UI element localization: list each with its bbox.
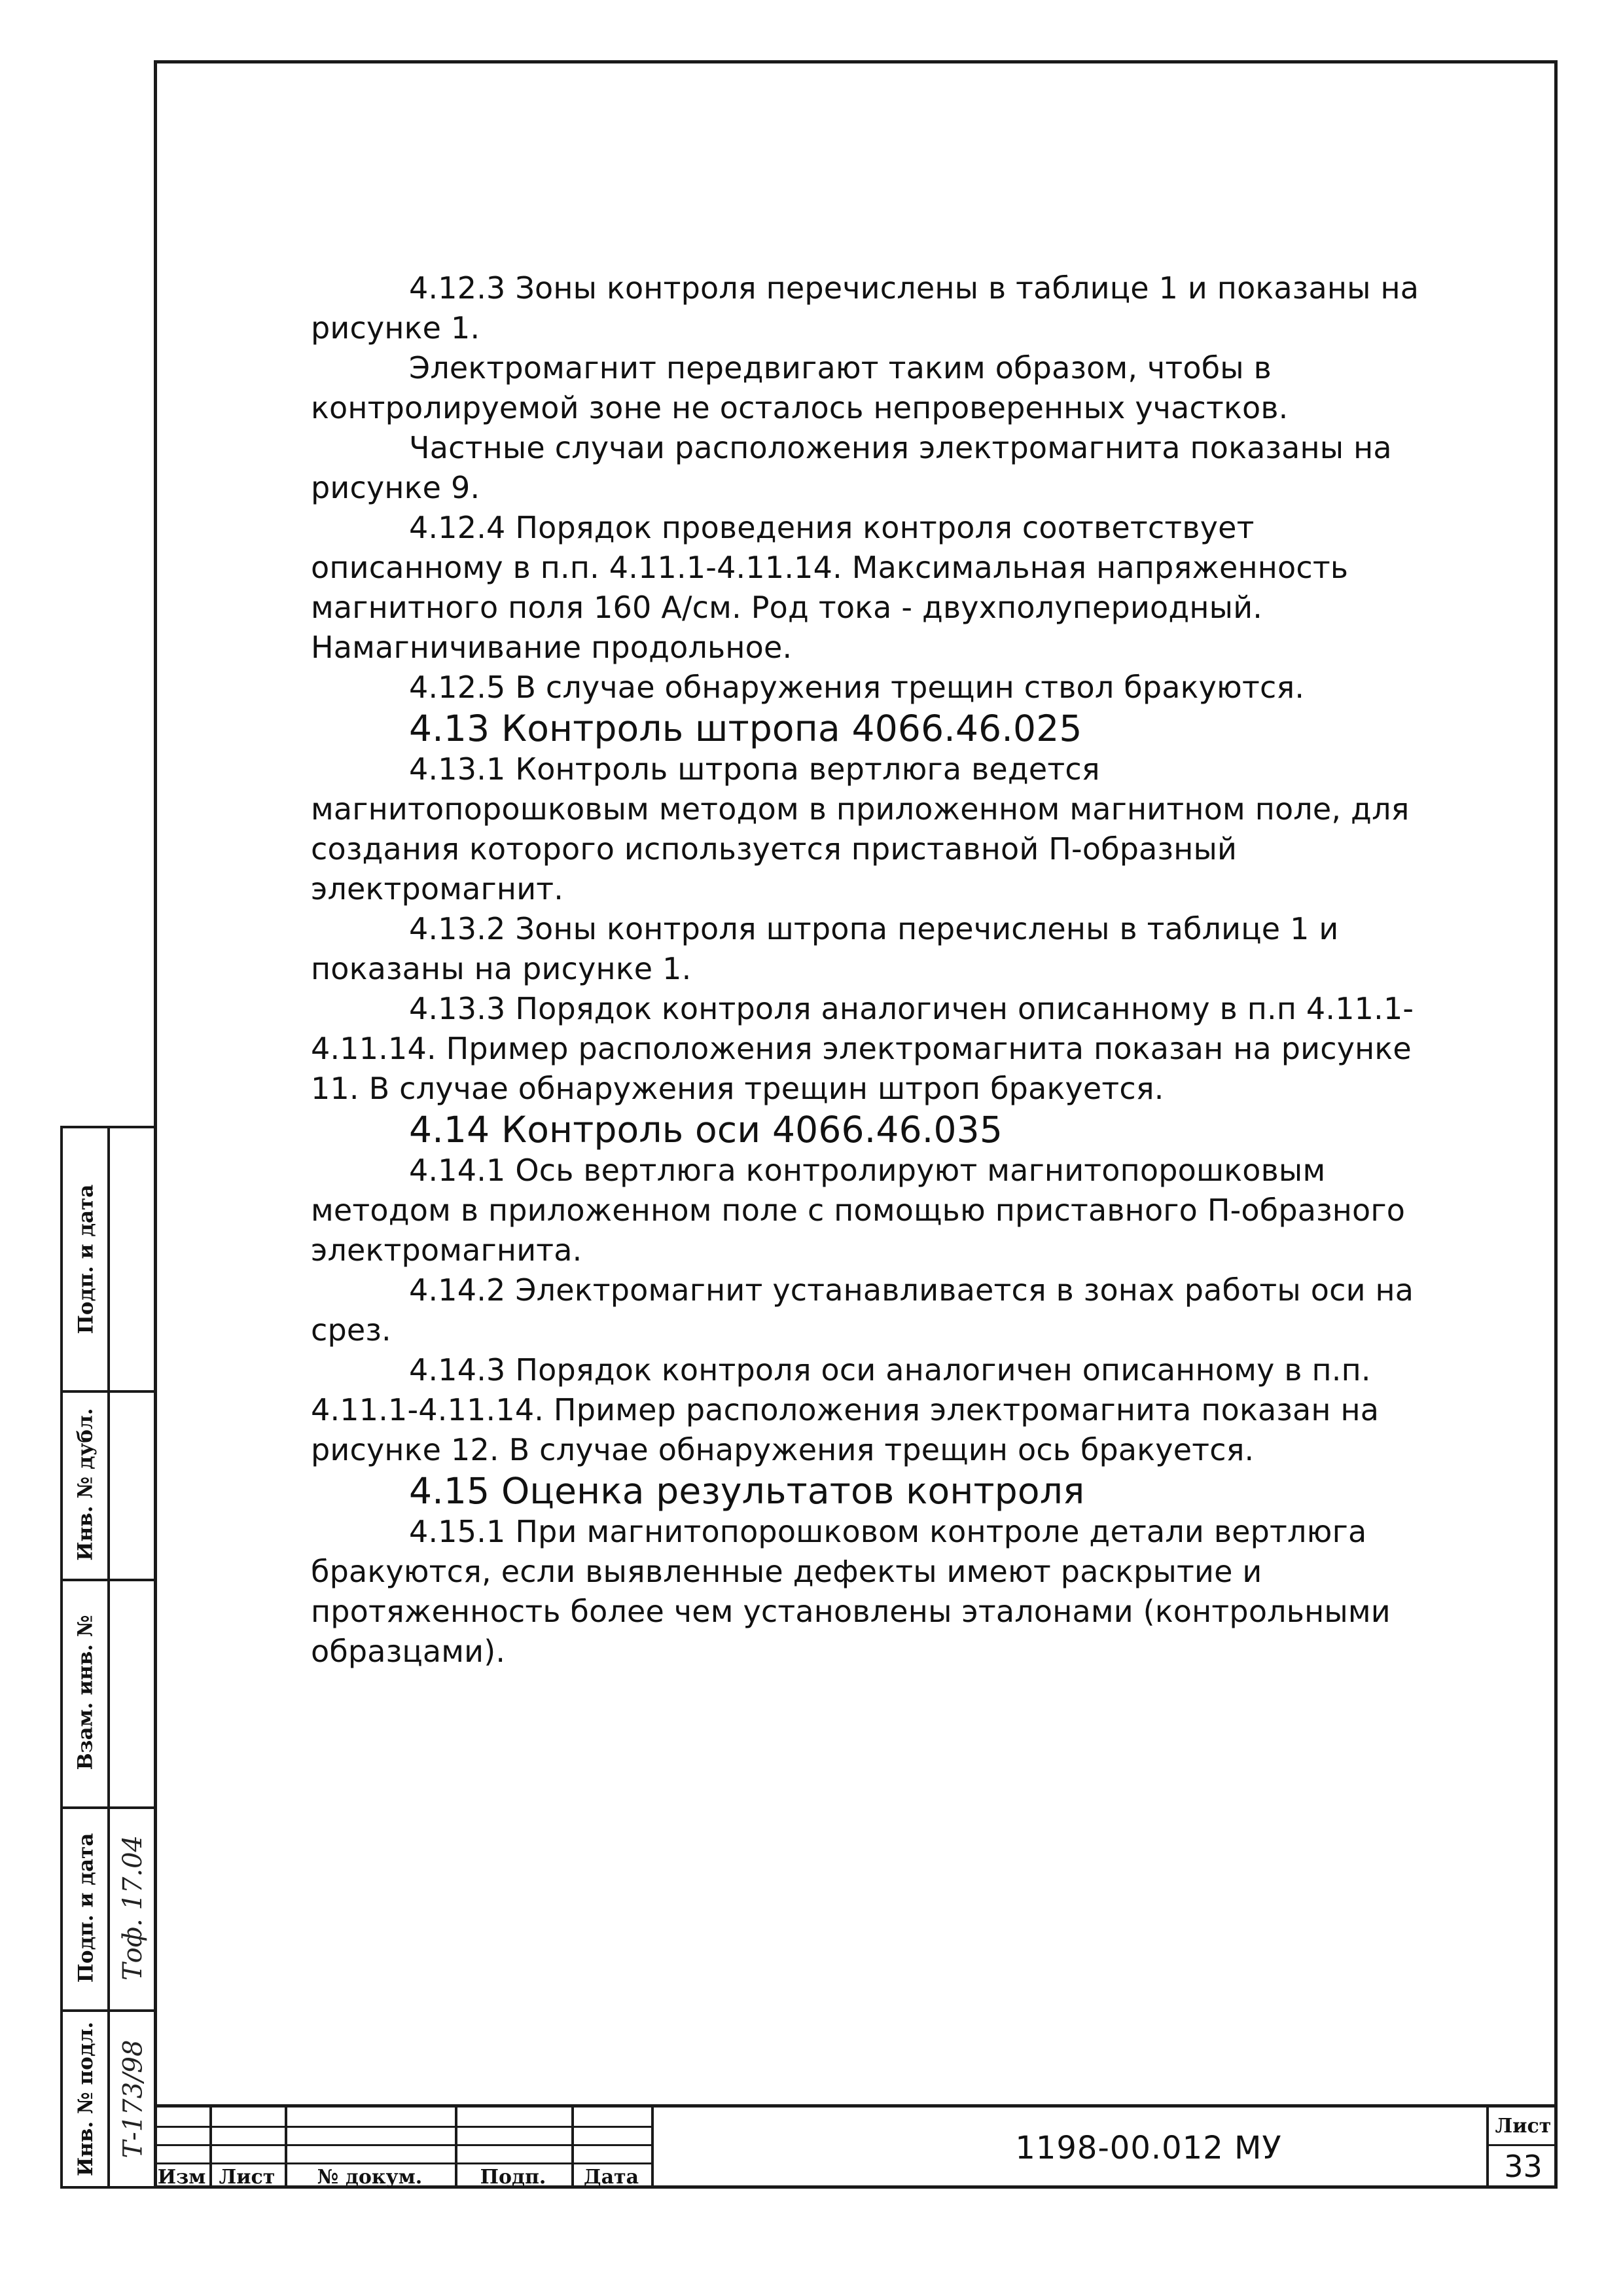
header-date: Дата [583, 2165, 639, 2189]
section-heading: 4.14 Контроль оси 4066.46.035 [409, 1109, 1003, 1151]
handwritten-signature-date: Тоф. 17.04 [118, 1835, 149, 1981]
header-sheet: Лист [219, 2165, 276, 2189]
header-change: Изм [157, 2165, 206, 2189]
title-block-row-line [154, 2126, 651, 2128]
paragraph: 4.15.1 При магнитопорошковом контроле детали вертлюга бракуются, если выявленные дефекты имеют раскрытие и протяженность более чем установлены эталонами (контрольными образцами). [311, 1514, 1391, 1669]
paragraph: 4.13.3 Порядок контроля аналогичен описанному в п.п 4.11.1-4.11.14. Пример расположения электромагнита показан на рисунке 11. В случае обнаружения трещин штроп бракуется. [311, 991, 1414, 1106]
document-body [311, 268, 1440, 1672]
sheet-label: Лист [1495, 2114, 1552, 2138]
label-ref-inv: Взам. инв. № [74, 1615, 98, 1770]
handwritten-original-inv: Т-173/98 [118, 2039, 149, 2159]
label-sign-date-top: Подп. и дата [74, 1184, 98, 1335]
paragraph: 4.12.3 Зоны контроля перечислены в таблице 1 и показаны на рисунке 1. [311, 270, 1419, 346]
paragraph: Электромагнит передвигают таким образом, чтобы в контролируемой зоне не осталось непроверенных участков. [311, 350, 1289, 425]
sheet-number: 33 [1504, 2149, 1543, 2184]
title-block [154, 2104, 1558, 2189]
paragraph: 4.14.1 Ось вертлюга контролируют магнитопорошковым методом в приложенном поле с помощью приставного П-образного электромагнита. [311, 1153, 1406, 1268]
label-dup-inv: Инв. № дубл. [74, 1408, 98, 1561]
section-heading: 4.15 Оценка результатов контроля [409, 1470, 1085, 1512]
margin-stamp-strip [60, 1126, 154, 2189]
paragraph: 4.13.2 Зоны контроля штропа перечислены в таблице 1 и показаны на рисунке 1. [311, 911, 1339, 986]
header-signature: Подп. [480, 2165, 546, 2189]
paragraph: Частные случаи расположения электромагнита показаны на рисунке 9. [311, 430, 1392, 505]
paragraph: 4.14.2 Электромагнит устанавливается в зонах работы оси на срез. [311, 1272, 1414, 1348]
label-orig-inv: Инв. № подл. [74, 2021, 98, 2177]
section-heading: 4.13 Контроль штропа 4066.46.025 [409, 708, 1082, 749]
title-block-row-line [154, 2144, 651, 2146]
header-doc-number: № докум. [317, 2165, 423, 2189]
paragraph: 4.12.5 В случае обнаружения трещин ствол бракуются. [409, 670, 1305, 705]
paragraph: 4.14.3 Порядок контроля оси аналогичен описанному в п.п. 4.11.1-4.11.14. Пример расположения электромагнита показан на рисунке 12. В случае обнаружения трещин ось бракуется. [311, 1352, 1380, 1467]
paragraph: 4.13.1 Контроль штропа вертлюга ведется магнитопорошковым методом в приложенном магнитном поле, для создания которого используется приставной П-образный электромагнит. [311, 751, 1410, 906]
document-code: 1198-00.012 МУ [1015, 2130, 1282, 2166]
paragraph: 4.12.4 Порядок проведения контроля соответствует описанному в п.п. 4.11.1-4.11.14. Максимальная напряженность магнитного поля 160 А/см. Род тока - двухполупериодный. Намагничивание продольное. [311, 510, 1349, 665]
label-sign-date-bottom: Подп. и дата [74, 1833, 98, 1983]
margin-column-divider [107, 1128, 110, 2186]
